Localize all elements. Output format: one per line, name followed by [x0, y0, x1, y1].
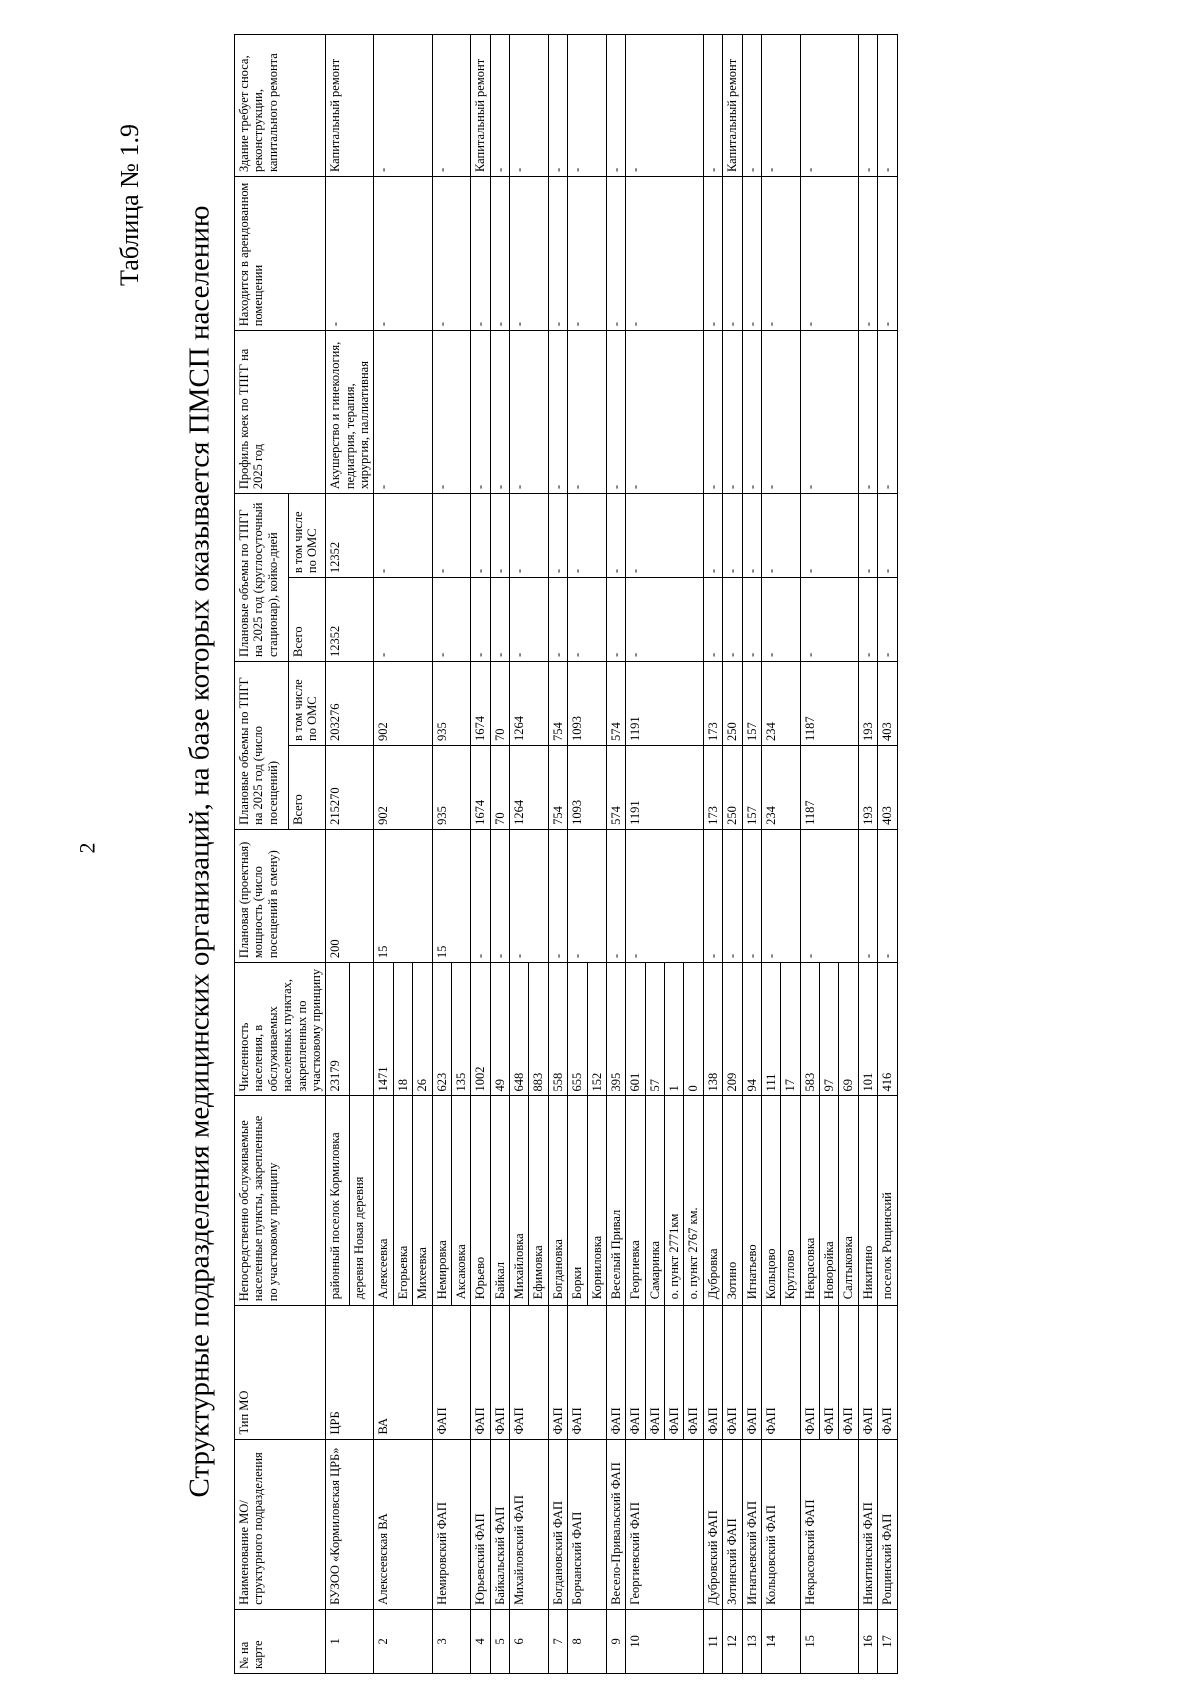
cell-capacity: - — [761, 829, 800, 962]
cell-visits-total: 902 — [374, 745, 432, 829]
cell-settlement: Самаринка — [645, 1096, 664, 1306]
col-visits: Плановые объемы по ТПГГ на 2025 год (число посещений) — [235, 662, 289, 830]
cell-name: Михайловский ФАП — [510, 1439, 549, 1609]
cell-profile: Акушерство и гинекология, педиатрия, терапия, хирургия, паллиативная — [326, 331, 374, 494]
cell-settlement: районный поселок Кормиловка — [326, 1096, 350, 1306]
cell-beds-oms: - — [723, 494, 742, 578]
cell-profile: - — [548, 331, 567, 494]
cell-profile: - — [800, 331, 858, 494]
col-population: Численность населения, в обслуживаемых населенных пунктах, закрепленных по участковому принципу — [235, 963, 326, 1096]
cell-visits-total: 250 — [723, 745, 742, 829]
table-row — [606, 35, 625, 1674]
table-row — [490, 35, 509, 1674]
cell-profile: - — [723, 331, 742, 494]
cell-beds-oms: - — [510, 494, 549, 578]
cell-population: 395 — [606, 963, 625, 1096]
cell-rented: - — [606, 177, 625, 331]
cell-profile: - — [432, 331, 471, 494]
cell-beds-oms: - — [742, 494, 761, 578]
cell-visits-total: 403 — [878, 745, 897, 829]
cell-capacity: - — [548, 829, 567, 962]
cell-name: Байкальский ФАП — [490, 1439, 509, 1609]
cell-num: 16 — [858, 1609, 877, 1673]
cell-population: 57 — [645, 963, 664, 1096]
cell-visits-total: 574 — [606, 745, 625, 829]
cell-type: ЦРБ — [326, 1306, 374, 1439]
cell-type: ФАП — [665, 1306, 684, 1439]
cell-num: 15 — [800, 1609, 858, 1673]
col-settlements: Непосредственно обслуживаемые населенные пункты, закрепленные по участковому принципу — [235, 1096, 326, 1306]
cell-capacity: - — [626, 829, 704, 962]
cell-num: 17 — [878, 1609, 897, 1673]
cell-profile: - — [606, 331, 625, 494]
table-row — [626, 35, 645, 1674]
cell-beds-total: - — [510, 578, 549, 662]
cell-beds-oms: - — [800, 494, 858, 578]
cell-settlement: Салтыковка — [839, 1096, 858, 1306]
cell-profile: - — [568, 331, 607, 494]
cell-type: ФАП — [432, 1306, 471, 1439]
cell-name: Зотинский ФАП — [723, 1439, 742, 1609]
cell-population: 1471 — [374, 963, 393, 1096]
cell-rented: - — [800, 177, 858, 331]
cell-rented: - — [374, 177, 432, 331]
cell-repair: - — [490, 35, 509, 177]
table-row — [510, 35, 529, 1674]
cell-settlement: Михайловка — [510, 1096, 529, 1306]
cell-population: 17 — [781, 963, 800, 1096]
cell-visits-total: 193 — [858, 745, 877, 829]
cell-population: 883 — [529, 963, 548, 1096]
cell-name: БУЗОО «Кормиловская ЦРБ» — [326, 1439, 374, 1609]
cell-capacity: - — [471, 829, 490, 962]
cell-visits-oms: 1191 — [626, 662, 704, 746]
cell-beds-total: - — [800, 578, 858, 662]
cell-visits-total: 935 — [432, 745, 471, 829]
cell-num: 13 — [742, 1609, 761, 1673]
cell-settlement: о. пункт 2771км — [665, 1096, 684, 1306]
cell-rented: - — [490, 177, 509, 331]
cell-rented: - — [626, 177, 704, 331]
table-row — [800, 35, 819, 1674]
cell-type: ФАП — [606, 1306, 625, 1439]
col-beds: Плановые объемы по ТПГГ на 2025 год (круглосуточный стационар), койко-дней — [235, 494, 289, 662]
col-visits-oms: в том числе по ОМС — [288, 662, 326, 746]
cell-num: 11 — [703, 1609, 722, 1673]
cell-type: ФАП — [723, 1306, 742, 1439]
cell-visits-total: 1674 — [471, 745, 490, 829]
cell-repair: - — [703, 35, 722, 177]
cell-population: 101 — [858, 963, 877, 1096]
document-title: Структурные подразделения медицинских организаций, на базе которых оказывается ПМСП населению — [183, 205, 216, 1498]
cell-rented: - — [548, 177, 567, 331]
cell-visits-total: 1187 — [800, 745, 858, 829]
cell-profile: - — [510, 331, 549, 494]
table-row — [742, 35, 761, 1674]
cell-visits-oms: 935 — [432, 662, 471, 746]
cell-beds-total: - — [858, 578, 877, 662]
cell-name: Юрьевский ФАП — [471, 1439, 490, 1609]
cell-beds-oms: 12352 — [326, 494, 374, 578]
cell-settlement: Кольцово — [761, 1096, 780, 1306]
cell-beds-total: - — [761, 578, 800, 662]
table-body — [326, 35, 897, 1674]
cell-visits-oms: 250 — [723, 662, 742, 746]
table-row — [568, 35, 587, 1674]
cell-settlement: Михеевка — [413, 1096, 432, 1306]
cell-repair: - — [432, 35, 471, 177]
cell-beds-total: - — [626, 578, 704, 662]
cell-population: 655 — [568, 963, 587, 1096]
cell-visits-oms: 234 — [761, 662, 800, 746]
cell-population — [350, 963, 374, 1096]
cell-beds-oms: - — [374, 494, 432, 578]
cell-rented: - — [723, 177, 742, 331]
cell-capacity: - — [742, 829, 761, 962]
cell-population: 94 — [742, 963, 761, 1096]
cell-beds-total: - — [568, 578, 607, 662]
cell-type: ФАП — [858, 1306, 877, 1439]
cell-rented: - — [432, 177, 471, 331]
cell-settlement: поселок Рощинский — [878, 1096, 897, 1306]
table-row — [548, 35, 567, 1674]
cell-type: ФАП — [703, 1306, 722, 1439]
cell-population: 138 — [703, 963, 722, 1096]
cell-settlement: Алексеевка — [374, 1096, 393, 1306]
cell-name: Немировский ФАП — [432, 1439, 471, 1609]
cell-settlement: Круглово — [781, 1096, 800, 1306]
cell-profile: - — [742, 331, 761, 494]
cell-population: 0 — [684, 963, 703, 1096]
cell-num: 8 — [568, 1609, 607, 1673]
cell-num: 4 — [471, 1609, 490, 1673]
cell-capacity: 15 — [432, 829, 471, 962]
cell-population: 209 — [723, 963, 742, 1096]
cell-population: 23179 — [326, 963, 350, 1096]
cell-num: 6 — [510, 1609, 549, 1673]
cell-type: ФАП — [800, 1306, 819, 1439]
table-row — [374, 35, 393, 1674]
cell-type: ФАП — [510, 1306, 549, 1439]
cell-type: ФАП — [742, 1306, 761, 1439]
cell-repair: - — [374, 35, 432, 177]
cell-rented: - — [471, 177, 490, 331]
cell-population: 416 — [878, 963, 897, 1096]
cell-capacity: - — [858, 829, 877, 962]
col-rented: Находится в арендованном помещении — [235, 177, 326, 331]
rotated-table-container — [234, 34, 1064, 1674]
cell-beds-total: - — [490, 578, 509, 662]
cell-visits-oms: 754 — [548, 662, 567, 746]
cell-settlement: Немировка — [432, 1096, 451, 1306]
table-row — [432, 35, 451, 1674]
cell-beds-oms: - — [432, 494, 471, 578]
cell-beds-oms: - — [858, 494, 877, 578]
cell-visits-oms: 1093 — [568, 662, 607, 746]
cell-population: 69 — [839, 963, 858, 1096]
cell-type: ФАП — [490, 1306, 509, 1439]
cell-beds-oms: - — [471, 494, 490, 578]
cell-visits-oms: 574 — [606, 662, 625, 746]
cell-beds-oms: - — [490, 494, 509, 578]
cell-capacity: - — [568, 829, 607, 962]
table-row — [723, 35, 742, 1674]
cell-visits-oms: 902 — [374, 662, 432, 746]
cell-repair: - — [510, 35, 549, 177]
cell-type: ФАП — [684, 1306, 703, 1439]
col-beds-total: Всего — [288, 578, 326, 662]
cell-profile: - — [626, 331, 704, 494]
cell-settlement: Веселый Привал — [606, 1096, 625, 1306]
cell-settlement: Некрасовка — [800, 1096, 819, 1306]
cell-population: 97 — [820, 963, 839, 1096]
cell-visits-total: 215270 — [326, 745, 374, 829]
col-visits-total: Всего — [288, 745, 326, 829]
cell-settlement: Егорьевка — [393, 1096, 412, 1306]
table-row — [326, 35, 350, 1674]
cell-num: 1 — [326, 1609, 374, 1673]
cell-profile: - — [471, 331, 490, 494]
cell-settlement: Зотино — [723, 1096, 742, 1306]
cell-num: 2 — [374, 1609, 432, 1673]
cell-beds-total: - — [606, 578, 625, 662]
cell-population: 558 — [548, 963, 567, 1096]
cell-visits-total: 1093 — [568, 745, 607, 829]
cell-rented: - — [858, 177, 877, 331]
cell-rented: - — [878, 177, 897, 331]
cell-type: ФАП — [471, 1306, 490, 1439]
cell-name: Георгиевский ФАП — [626, 1439, 704, 1609]
cell-profile: - — [374, 331, 432, 494]
cell-num: 5 — [490, 1609, 509, 1673]
cell-num: 12 — [723, 1609, 742, 1673]
cell-rented: - — [761, 177, 800, 331]
cell-name: Игнатьевский ФАП — [742, 1439, 761, 1609]
cell-population: 26 — [413, 963, 432, 1096]
cell-visits-oms: 70 — [490, 662, 509, 746]
cell-population: 601 — [626, 963, 645, 1096]
cell-repair: - — [878, 35, 897, 177]
col-name: Наименование МО/ структурного подразделения — [235, 1439, 326, 1609]
cell-num: 10 — [626, 1609, 704, 1673]
cell-beds-oms: - — [548, 494, 567, 578]
cell-visits-total: 754 — [548, 745, 567, 829]
cell-beds-total: - — [374, 578, 432, 662]
cell-repair: - — [606, 35, 625, 177]
cell-settlement: Байкал — [490, 1096, 509, 1306]
cell-beds-total: - — [548, 578, 567, 662]
col-num: № на карте — [235, 1609, 326, 1673]
cell-settlement: Игнатьево — [742, 1096, 761, 1306]
cell-beds-total: - — [723, 578, 742, 662]
cell-visits-oms: 403 — [878, 662, 897, 746]
cell-name: Некрасовский ФАП — [800, 1439, 858, 1609]
cell-rented: - — [703, 177, 722, 331]
cell-type: ФАП — [548, 1306, 567, 1439]
cell-settlement: Дубровка — [703, 1096, 722, 1306]
cell-capacity: - — [606, 829, 625, 962]
table-label: Таблица № 1.9 — [115, 124, 144, 287]
cell-type: ФАП — [878, 1306, 897, 1439]
header-row — [235, 35, 289, 1674]
cell-visits-total: 173 — [703, 745, 722, 829]
cell-visits-total: 157 — [742, 745, 761, 829]
cell-population: 1 — [665, 963, 684, 1096]
facilities-table — [234, 34, 898, 1674]
cell-settlement: Новоройка — [820, 1096, 839, 1306]
cell-name: Дубровский ФАП — [703, 1439, 722, 1609]
table-row — [858, 35, 877, 1674]
cell-settlement: Аксаковка — [451, 1096, 470, 1306]
cell-visits-total: 1264 — [510, 745, 549, 829]
cell-visits-oms: 1264 — [510, 662, 549, 746]
cell-rented: - — [326, 177, 374, 331]
cell-capacity: - — [490, 829, 509, 962]
cell-beds-total: - — [703, 578, 722, 662]
page-number: 2 — [74, 842, 100, 854]
cell-visits-oms: 193 — [858, 662, 877, 746]
cell-capacity: 200 — [326, 829, 374, 962]
cell-profile: - — [878, 331, 897, 494]
cell-beds-total: - — [742, 578, 761, 662]
cell-population: 18 — [393, 963, 412, 1096]
cell-population: 1002 — [471, 963, 490, 1096]
cell-repair: - — [568, 35, 607, 177]
cell-repair: Капитальный ремонт — [326, 35, 374, 177]
cell-visits-total: 70 — [490, 745, 509, 829]
cell-population: 583 — [800, 963, 819, 1096]
cell-name: Алексеевская ВА — [374, 1439, 432, 1609]
cell-type: ФАП — [839, 1306, 858, 1439]
cell-profile: - — [761, 331, 800, 494]
cell-settlement: Корниловка — [587, 1096, 606, 1306]
cell-repair: - — [858, 35, 877, 177]
col-repair: Здание требует сноса, реконструкции, капитального ремонта — [235, 35, 326, 177]
cell-repair: - — [800, 35, 858, 177]
cell-rented: - — [568, 177, 607, 331]
cell-repair: Капитальный ремонт — [471, 35, 490, 177]
cell-beds-total: 12352 — [326, 578, 374, 662]
cell-beds-total: - — [471, 578, 490, 662]
col-type: Тип МО — [235, 1306, 326, 1439]
cell-repair: - — [742, 35, 761, 177]
cell-num: 14 — [761, 1609, 800, 1673]
cell-profile: - — [858, 331, 877, 494]
cell-capacity: - — [878, 829, 897, 962]
cell-beds-oms: - — [878, 494, 897, 578]
cell-repair: - — [548, 35, 567, 177]
cell-settlement: деревня Новая деревня — [350, 1096, 374, 1306]
cell-name: Богдановский ФАП — [548, 1439, 567, 1609]
cell-capacity: - — [723, 829, 742, 962]
table-row — [761, 35, 780, 1674]
cell-type: ФАП — [626, 1306, 645, 1439]
cell-population: 152 — [587, 963, 606, 1096]
cell-type: ВА — [374, 1306, 432, 1439]
cell-visits-oms: 1187 — [800, 662, 858, 746]
cell-beds-total: - — [878, 578, 897, 662]
cell-type: ФАП — [645, 1306, 664, 1439]
cell-visits-oms: 203276 — [326, 662, 374, 746]
cell-beds-oms: - — [606, 494, 625, 578]
cell-name: Весело-Привальский ФАП — [606, 1439, 625, 1609]
table-row — [471, 35, 490, 1674]
cell-visits-oms: 173 — [703, 662, 722, 746]
cell-settlement: Никитино — [858, 1096, 877, 1306]
cell-visits-total: 1191 — [626, 745, 704, 829]
cell-repair: Капитальный ремонт — [723, 35, 742, 177]
cell-population: 135 — [451, 963, 470, 1096]
cell-beds-oms: - — [626, 494, 704, 578]
cell-settlement: Юрьево — [471, 1096, 490, 1306]
cell-population: 49 — [490, 963, 509, 1096]
col-capacity: Плановая (проектная) мощность (число посещений в смену) — [235, 829, 326, 962]
cell-repair: - — [626, 35, 704, 177]
cell-profile: - — [703, 331, 722, 494]
cell-num: 7 — [548, 1609, 567, 1673]
cell-profile: - — [490, 331, 509, 494]
cell-name: Рощинский ФАП — [878, 1439, 897, 1609]
cell-name: Никитинский ФАП — [858, 1439, 877, 1609]
cell-settlement: Борки — [568, 1096, 587, 1306]
cell-capacity: - — [510, 829, 549, 962]
cell-type: ФАП — [820, 1306, 839, 1439]
cell-rented: - — [742, 177, 761, 331]
cell-repair: - — [761, 35, 800, 177]
cell-type: ФАП — [761, 1306, 800, 1439]
cell-beds-oms: - — [761, 494, 800, 578]
cell-visits-oms: 157 — [742, 662, 761, 746]
cell-settlement: Ефимовка — [529, 1096, 548, 1306]
table-row — [878, 35, 897, 1674]
table-row — [703, 35, 722, 1674]
cell-beds-total: - — [432, 578, 471, 662]
col-profile: Профиль коек по ТПГГ на 2025 год — [235, 331, 326, 494]
cell-num: 3 — [432, 1609, 471, 1673]
cell-name: Кольцовский ФАП — [761, 1439, 800, 1609]
cell-type: ФАП — [568, 1306, 607, 1439]
cell-name: Борчанский ФАП — [568, 1439, 607, 1609]
cell-settlement: Георгиевка — [626, 1096, 645, 1306]
cell-rented: - — [510, 177, 549, 331]
cell-visits-total: 234 — [761, 745, 800, 829]
cell-population: 648 — [510, 963, 529, 1096]
col-beds-oms: в том числе по ОМС — [288, 494, 326, 578]
cell-num: 9 — [606, 1609, 625, 1673]
cell-population: 111 — [761, 963, 780, 1096]
cell-capacity: - — [703, 829, 722, 962]
cell-population: 623 — [432, 963, 451, 1096]
cell-beds-oms: - — [703, 494, 722, 578]
cell-beds-oms: - — [568, 494, 607, 578]
cell-capacity: 15 — [374, 829, 432, 962]
cell-visits-oms: 1674 — [471, 662, 490, 746]
cell-settlement: о. пункт 2767 км. — [684, 1096, 703, 1306]
cell-capacity: - — [800, 829, 858, 962]
cell-settlement: Богдановка — [548, 1096, 567, 1306]
